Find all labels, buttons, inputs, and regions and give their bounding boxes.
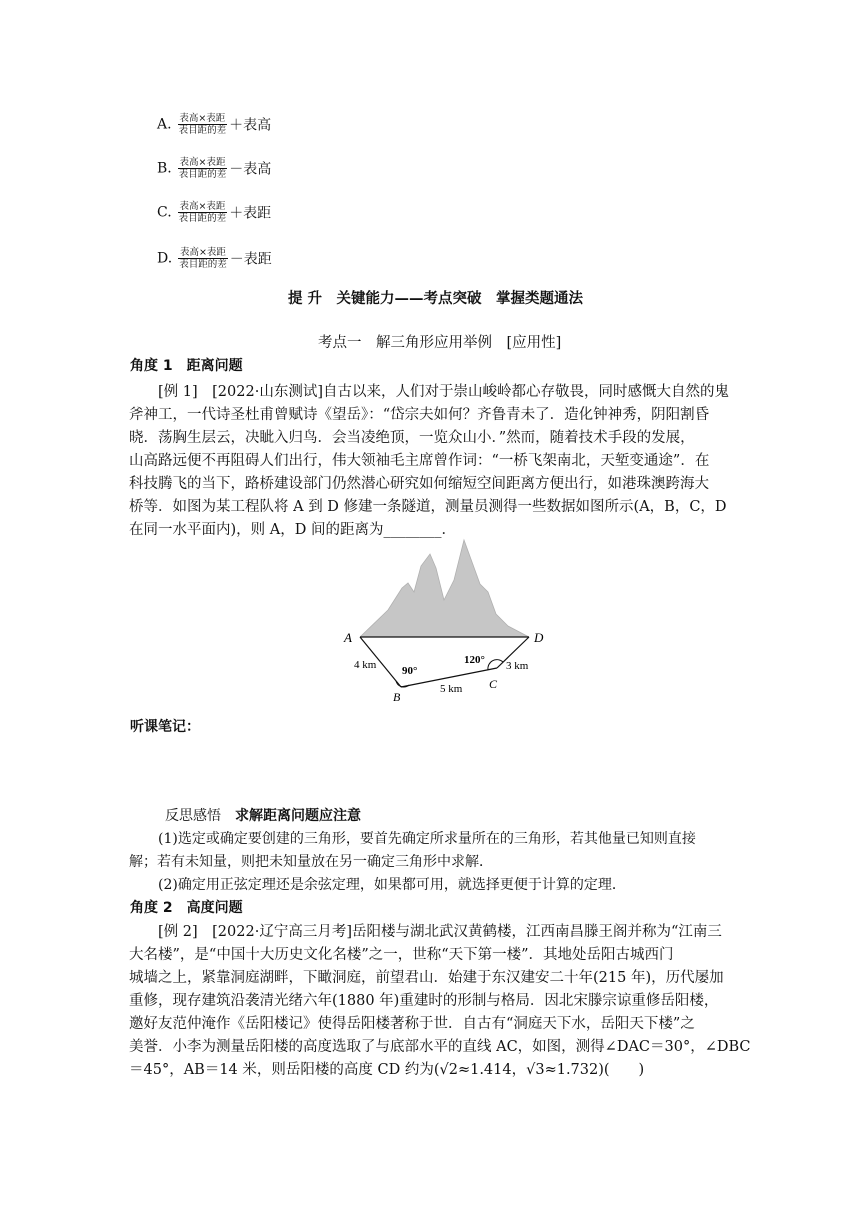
- ab-length-label: 4 km: [354, 659, 377, 671]
- option-tail: ＋表高: [229, 117, 272, 134]
- kaodian-heading: 考点一 解三角形应用举例 [应用性]: [318, 335, 562, 351]
- example1-line: 科技腾飞的当下，路桥建设部门仍然潜心研究如何缩短空间距离方便出行，如港珠澳跨海大: [129, 476, 709, 492]
- fraction: [178, 247, 228, 270]
- option-a[interactable]: [157, 113, 271, 136]
- example2-line: 城墙之上，紧靠洞庭湖畔，下瞰洞庭，前望君山．始建于东汉建安二十年(215 年)，历代屡加: [129, 970, 724, 986]
- fraction-denominator: 表目距的差: [178, 213, 227, 224]
- example2-line: 重修，现存建筑沿袭清光绪六年(1880 年)重建时的形制与格局．因北宋滕宗谅重修岳阳楼，: [129, 993, 719, 1009]
- fraction-denominator: 表目距的差: [178, 125, 227, 136]
- fraction-denominator: 表目距的差: [178, 169, 227, 180]
- option-d[interactable]: [157, 247, 272, 270]
- fraction-numerator: 表高×表距: [179, 201, 226, 212]
- point-b-label: B: [393, 690, 401, 704]
- example1-line: 在同一水平面内)，则 A，D 间的距离为________．: [129, 522, 456, 538]
- example1-line: 桥等．如图为某工程队将 A 到 D 修建一条隧道，测量员测得一些数据如图所示(A，B，C，D: [129, 499, 727, 515]
- example2-line: 美誉．小李为测量岳阳楼的高度选取了与底部水平的直线 AC，如图，测得∠DAC＝30°，∠DBC: [129, 1039, 751, 1055]
- option-letter: D.: [157, 250, 173, 267]
- fraction-numerator: 表高×表距: [179, 247, 226, 258]
- section-heading: 提 升 关键能力——考点突破 掌握类题通法: [288, 291, 584, 307]
- notes-label: 听课笔记：: [130, 719, 200, 735]
- option-tail: －表距: [229, 251, 272, 268]
- angle-b-label: 90°: [402, 665, 418, 677]
- example2-line: [例 2] [2022·辽宁高三月考]岳阳楼与湖北武汉黄鹤楼，江西南昌滕王阁并称为“江南三: [158, 924, 722, 940]
- angle-c-label: 120°: [464, 654, 485, 666]
- example1-line: 斧神工，一代诗圣杜甫曾赋诗《望岳》：“岱宗夫如何？齐鲁青未了．造化钟神秀，阴阳割昏: [129, 407, 710, 423]
- option-c[interactable]: [157, 201, 271, 224]
- angle1-heading: 角度 1 距离问题: [130, 358, 243, 374]
- point-c-label: C: [489, 677, 498, 691]
- example1-line: [例 1] [2022·山东测试]自古以来，人们对于崇山峻岭都心存敬畏，同时感慨大自然的鬼: [158, 384, 729, 400]
- reflection-title-bold: 求解距离问题应注意: [235, 808, 361, 824]
- reflection-title: [165, 805, 361, 825]
- fraction-numerator: 表高×表距: [179, 113, 226, 124]
- reflection-line: 解；若有未知量，则把未知量放在另一确定三角形中求解．: [129, 854, 493, 870]
- tunnel-figure: [330, 538, 570, 708]
- angle2-heading: 角度 2 高度问题: [130, 900, 243, 916]
- option-letter: C.: [157, 204, 172, 221]
- example2-line: 大名楼”，是“中国十大历史文化名楼”之一，世称“天下第一楼”．其地处岳阳古城西门: [129, 947, 674, 963]
- fraction-denominator: 表目距的差: [179, 259, 227, 270]
- option-b[interactable]: [157, 157, 271, 180]
- option-letter: A.: [157, 116, 172, 133]
- example1-line: 山高路远便不再阻碍人们出行，伟大领袖毛主席曾作词：“一桥飞架南北，天堑变通途”．在: [129, 453, 710, 469]
- fraction: [178, 157, 228, 180]
- fraction: [178, 201, 228, 224]
- point-a-label: A: [344, 630, 352, 645]
- example2-line: ＝45°，AB＝14 米，则岳阳楼的高度 CD 约为(√2≈1.414，√3≈1.732)( ): [129, 1062, 645, 1078]
- option-tail: ＋表距: [229, 205, 272, 222]
- point-d-label: D: [534, 630, 544, 645]
- reflection-line: (1)选定或确定要创建的三角形，要首先确定所求量所在的三角形，若其他量已知则直接: [158, 831, 696, 847]
- reflection-title-prefix: 反思感悟: [165, 808, 235, 824]
- fraction: [178, 113, 228, 136]
- fraction-numerator: 表高×表距: [179, 157, 226, 168]
- bc-length-label: 5 km: [440, 683, 463, 695]
- angle-b-arc: [396, 681, 409, 687]
- example1-line: 晓．荡胸生层云，决眦入归鸟．会当凌绝顶，一览众山小．”然而，随着技术手段的发展，: [129, 430, 695, 446]
- option-letter: B.: [157, 160, 172, 177]
- example2-line: 邀好友范仲淹作《岳阳楼记》使得岳阳楼著称于世．自古有“洞庭天下水，岳阳天下楼”之: [129, 1016, 695, 1032]
- reflection-line: (2)确定用正弦定理还是余弦定理，如果都可用，就选择更便于计算的定理．: [158, 877, 626, 893]
- mountain-shape: [360, 540, 529, 637]
- cd-length-label: 3 km: [506, 660, 529, 672]
- option-tail: －表高: [229, 161, 272, 178]
